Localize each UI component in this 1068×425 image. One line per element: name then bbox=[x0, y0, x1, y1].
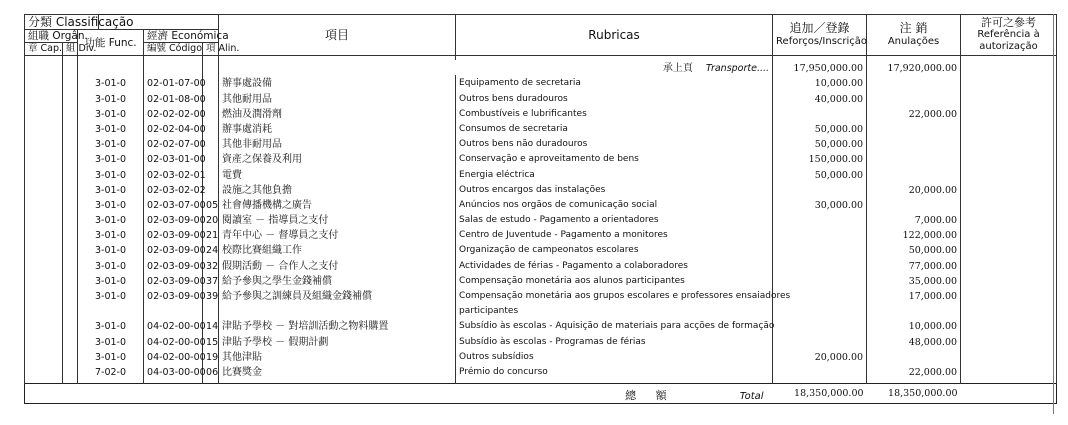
referencia-cell bbox=[961, 288, 1057, 303]
anulacoes-value: 7,000.00 bbox=[867, 212, 961, 227]
economic-code: 02-03-09-00 bbox=[144, 288, 203, 303]
item-zh: 資產之保養及利用 bbox=[219, 151, 456, 166]
anulacoes-value bbox=[867, 90, 961, 105]
economic-code: 02-03-09-00 bbox=[144, 212, 203, 227]
alinea-code: 05 bbox=[203, 197, 219, 212]
cap-cell bbox=[25, 318, 63, 333]
anulacoes-value: 77,000.00 bbox=[867, 257, 961, 272]
alin-header: 項 Alin. bbox=[203, 43, 219, 56]
div-cell bbox=[63, 151, 78, 166]
rubrica-pt: Prémio do concurso bbox=[456, 364, 773, 379]
reforcos-value bbox=[773, 242, 867, 257]
anulacoes-zh: 注 銷 bbox=[899, 21, 928, 35]
funcional-code: 3-01-0 bbox=[78, 273, 144, 288]
alinea-code: 32 bbox=[203, 257, 219, 272]
reforcos-header bbox=[773, 15, 867, 56]
item-zh: 燃油及潤滑劑 bbox=[219, 106, 456, 121]
funcional-code: 3-01-0 bbox=[78, 333, 144, 348]
funcional-code: 3-01-0 bbox=[78, 166, 144, 181]
item-zh bbox=[219, 303, 456, 318]
total-reforcos: 18,350,000.00 bbox=[773, 383, 867, 403]
cap-cell bbox=[25, 273, 63, 288]
cap-cell bbox=[25, 90, 63, 105]
anulacoes-value: 20,000.00 bbox=[867, 182, 961, 197]
table-row bbox=[25, 90, 1057, 105]
rubrica-pt: Energia eléctrica bbox=[456, 166, 773, 181]
funcional-code: 3-01-0 bbox=[78, 227, 144, 242]
economic-code: 02-02-02-00 bbox=[144, 106, 203, 121]
alinea-code: 14 bbox=[203, 318, 219, 333]
referencia-cell bbox=[961, 136, 1057, 151]
reforcos-value bbox=[773, 273, 867, 288]
economic-code bbox=[144, 303, 203, 318]
alinea-code: 20 bbox=[203, 212, 219, 227]
table-row bbox=[25, 349, 1057, 364]
economic-code: 04-02-00-00 bbox=[144, 349, 203, 364]
rubrica-pt: Equipamento de secretaria bbox=[456, 75, 773, 90]
item-zh: 津貼予學校 － 對培訓活動之物料購置 bbox=[219, 318, 456, 333]
funcional-code: 3-01-0 bbox=[78, 242, 144, 257]
economic-code: 02-03-09-00 bbox=[144, 227, 203, 242]
classification-header: 分類 Classificação bbox=[25, 15, 99, 30]
funcional-code: 3-01-0 bbox=[78, 318, 144, 333]
reforcos-value: 20,000.00 bbox=[773, 349, 867, 364]
anulacoes-header bbox=[867, 15, 961, 56]
referencia-cell bbox=[961, 121, 1057, 136]
reforcos-value: 150,000.00 bbox=[773, 151, 867, 166]
rubrica-pt: Consumos de secretaria bbox=[456, 121, 773, 136]
reforcos-value: 30,000.00 bbox=[773, 197, 867, 212]
alinea-code: 06 bbox=[203, 364, 219, 379]
economic-code: 04-02-00-00 bbox=[144, 333, 203, 348]
carry-reforcos: 17,950,000.00 bbox=[773, 60, 867, 75]
rubrica-pt: Outros encargos das instalações bbox=[456, 182, 773, 197]
anulacoes-value bbox=[867, 151, 961, 166]
referencia-cell bbox=[961, 75, 1057, 90]
div-cell bbox=[63, 121, 78, 136]
div-cell bbox=[63, 182, 78, 197]
cap-cell bbox=[25, 151, 63, 166]
referencia-cell bbox=[961, 197, 1057, 212]
reforcos-value bbox=[773, 364, 867, 379]
div-cell bbox=[63, 212, 78, 227]
item-zh: 其他非耐用品 bbox=[219, 136, 456, 151]
referencia-header bbox=[961, 15, 1057, 56]
div-cell bbox=[63, 364, 78, 379]
reforcos-value bbox=[773, 212, 867, 227]
anulacoes-value: 35,000.00 bbox=[867, 273, 961, 288]
cap-cell bbox=[25, 333, 63, 348]
economic-code: 02-02-07-00 bbox=[144, 136, 203, 151]
rubrica-pt: participantes bbox=[456, 303, 773, 318]
cap-cell bbox=[25, 349, 63, 364]
table-row bbox=[25, 166, 1057, 181]
referencia-cell bbox=[961, 257, 1057, 272]
funcional-code: 3-01-0 bbox=[78, 257, 144, 272]
total-row bbox=[25, 383, 1057, 403]
total-label-zh: 總 額 bbox=[625, 388, 675, 402]
economic-code: 04-03-00-00 bbox=[144, 364, 203, 379]
economic-code: 02-03-09-00 bbox=[144, 273, 203, 288]
referencia-cell bbox=[961, 318, 1057, 333]
cap-cell bbox=[25, 212, 63, 227]
rubrica-pt: Outros subsídios bbox=[456, 349, 773, 364]
economic-code: 04-02-00-00 bbox=[144, 318, 203, 333]
div-cell bbox=[63, 197, 78, 212]
reforcos-value bbox=[773, 303, 867, 318]
funcional-code: 3-01-0 bbox=[78, 349, 144, 364]
div-cell bbox=[63, 242, 78, 257]
cap-cell bbox=[25, 136, 63, 151]
total-label-pt: Total bbox=[739, 390, 764, 402]
anulacoes-value: 48,000.00 bbox=[867, 333, 961, 348]
rubrica-pt: Compensação monetária aos alunos participantes bbox=[456, 273, 773, 288]
reforcos-value bbox=[773, 106, 867, 121]
anulacoes-pt: Anulações bbox=[887, 36, 940, 47]
anulacoes-value: 22,000.00 bbox=[867, 364, 961, 379]
anulacoes-value: 17,000.00 bbox=[867, 288, 961, 303]
funcional-code bbox=[78, 303, 144, 318]
div-cell bbox=[63, 349, 78, 364]
alinea-code: 19 bbox=[203, 349, 219, 364]
item-zh: 其他耐用品 bbox=[219, 90, 456, 105]
cap-cell bbox=[25, 106, 63, 121]
reforcos-value bbox=[773, 333, 867, 348]
rubrica-pt: Organização de campeonatos escolares bbox=[456, 242, 773, 257]
item-zh: 假期活動 － 合作人之支付 bbox=[219, 257, 456, 272]
table-row bbox=[25, 182, 1057, 197]
alinea-code: 15 bbox=[203, 333, 219, 348]
reforcos-value bbox=[773, 318, 867, 333]
reforcos-value: 50,000.00 bbox=[773, 121, 867, 136]
cap-cell bbox=[25, 166, 63, 181]
codigo-header: 編號 Código bbox=[144, 43, 203, 56]
funcional-code: 3-01-0 bbox=[78, 136, 144, 151]
anulacoes-value: 50,000.00 bbox=[867, 242, 961, 257]
carry-anulacoes: 17,920,000.00 bbox=[867, 60, 961, 75]
table-row bbox=[25, 242, 1057, 257]
page-edge-rule bbox=[1053, 14, 1054, 414]
div-cell bbox=[63, 303, 78, 318]
cap-cell bbox=[25, 75, 63, 90]
referencia-cell bbox=[961, 166, 1057, 181]
economic-code: 02-03-07-00 bbox=[144, 197, 203, 212]
item-zh: 給予參與之學生金錢補償 bbox=[219, 273, 456, 288]
referencia-cell bbox=[961, 303, 1057, 318]
economic-code: 02-03-09-00 bbox=[144, 242, 203, 257]
div-cell bbox=[63, 106, 78, 121]
div-cell bbox=[63, 136, 78, 151]
div-cell bbox=[63, 75, 78, 90]
reforcos-pt: Reforços/Inscrição bbox=[776, 36, 868, 47]
funcional-code: 3-01-0 bbox=[78, 75, 144, 90]
reforcos-value: 50,000.00 bbox=[773, 136, 867, 151]
cap-header: 章 Cap. bbox=[25, 43, 63, 56]
reforcos-value bbox=[773, 227, 867, 242]
funcional-header: 功能 Func. bbox=[78, 30, 144, 56]
item-zh: 給予參與之訓練員及組織金錢補償 bbox=[219, 288, 456, 303]
funcional-code: 3-01-0 bbox=[78, 288, 144, 303]
cap-cell bbox=[25, 242, 63, 257]
funcional-code: 3-01-0 bbox=[78, 90, 144, 105]
div-cell bbox=[63, 318, 78, 333]
alinea-code bbox=[203, 303, 219, 318]
economica-header: 經濟 Económica bbox=[144, 30, 219, 43]
item-zh: 比賽獎金 bbox=[219, 364, 456, 379]
table-row bbox=[25, 364, 1057, 379]
funcional-code: 3-01-0 bbox=[78, 151, 144, 166]
rubrica-pt: Compensação monetária aos grupos escolares e professores ensaiadores bbox=[456, 288, 773, 303]
anulacoes-value: 10,000.00 bbox=[867, 318, 961, 333]
economic-code: 02-03-01-00 bbox=[144, 151, 203, 166]
referencia-pt-line1: Referência à bbox=[977, 29, 1040, 40]
carry-row bbox=[25, 60, 1057, 75]
item-zh: 青年中心 － 督導員之支付 bbox=[219, 227, 456, 242]
table-row bbox=[25, 318, 1057, 333]
anulacoes-value bbox=[867, 75, 961, 90]
carry-label-pt: Transporte.... bbox=[705, 63, 770, 75]
reforcos-value bbox=[773, 257, 867, 272]
div-cell bbox=[63, 227, 78, 242]
item-zh: 其他津貼 bbox=[219, 349, 456, 364]
cap-cell bbox=[25, 364, 63, 379]
funcional-code: 7-02-0 bbox=[78, 364, 144, 379]
budget-table bbox=[24, 14, 1057, 404]
referencia-cell bbox=[961, 212, 1057, 227]
div-cell bbox=[63, 166, 78, 181]
anulacoes-value bbox=[867, 349, 961, 364]
economic-code: 02-01-08-00 bbox=[144, 90, 203, 105]
reforcos-value: 50,000.00 bbox=[773, 166, 867, 181]
rubrica-pt: Centro de Juventude - Pagamento a monitores bbox=[456, 227, 773, 242]
div-cell bbox=[63, 90, 78, 105]
referencia-cell bbox=[961, 349, 1057, 364]
table-row bbox=[25, 303, 1057, 318]
referencia-cell bbox=[961, 151, 1057, 166]
organ-header: 組職 Orgân. bbox=[25, 30, 78, 43]
table-row bbox=[25, 288, 1057, 303]
table-row bbox=[25, 106, 1057, 121]
anulacoes-value bbox=[867, 121, 961, 136]
anulacoes-value bbox=[867, 303, 961, 318]
economic-code: 02-01-07-00 bbox=[144, 75, 203, 90]
budget-body bbox=[25, 56, 1057, 384]
alinea-code: 37 bbox=[203, 273, 219, 288]
funcional-code: 3-01-0 bbox=[78, 121, 144, 136]
div-cell bbox=[63, 288, 78, 303]
table-row bbox=[25, 197, 1057, 212]
economic-code: 02-02-04-00 bbox=[144, 121, 203, 136]
referencia-zh: 許可之參考 bbox=[981, 16, 1037, 29]
referencia-cell bbox=[961, 242, 1057, 257]
item-zh: 校際比賽組織工作 bbox=[219, 242, 456, 257]
item-zh: 閱讀室 － 指導員之支付 bbox=[219, 212, 456, 227]
anulacoes-value bbox=[867, 166, 961, 181]
cap-cell bbox=[25, 227, 63, 242]
table-row bbox=[25, 227, 1057, 242]
reforcos-zh: 追加／登錄 bbox=[789, 21, 850, 35]
items-zh-header: 項目 bbox=[219, 15, 456, 56]
economic-code: 02-03-09-00 bbox=[144, 257, 203, 272]
div-cell bbox=[63, 257, 78, 272]
referencia-pt-line2: autorização bbox=[979, 41, 1038, 52]
rubrica-pt: Subsídio às escolas - Programas de férias bbox=[456, 333, 773, 348]
div-header: 組 Div. bbox=[63, 43, 78, 56]
table-row bbox=[25, 333, 1057, 348]
referencia-cell bbox=[961, 227, 1057, 242]
table-row bbox=[25, 121, 1057, 136]
table-row bbox=[25, 136, 1057, 151]
table-row bbox=[25, 151, 1057, 166]
rubrica-pt: Subsídio às escolas - Aquisição de materiais para acções de formação bbox=[456, 318, 773, 333]
rubricas-header: Rubricas bbox=[456, 15, 773, 56]
cap-cell bbox=[25, 303, 63, 318]
rubrica-pt: Salas de estudo - Pagamento a orientadores bbox=[456, 212, 773, 227]
reforcos-value bbox=[773, 182, 867, 197]
reforcos-value: 10,000.00 bbox=[773, 75, 867, 90]
economic-code: 02-03-02-01 bbox=[144, 166, 203, 181]
item-zh: 辦事處設備 bbox=[219, 75, 456, 90]
funcional-code: 3-01-0 bbox=[78, 212, 144, 227]
rubrica-pt: Outros bens não duradouros bbox=[456, 136, 773, 151]
total-label bbox=[456, 383, 773, 403]
reforcos-value: 40,000.00 bbox=[773, 90, 867, 105]
rubrica-pt: Outros bens duradouros bbox=[456, 90, 773, 105]
referencia-cell bbox=[961, 273, 1057, 288]
alinea-code: 24 bbox=[203, 242, 219, 257]
rubrica-pt: Actividades de férias - Pagamento a colaboradores bbox=[456, 257, 773, 272]
cap-cell bbox=[25, 257, 63, 272]
referencia-cell bbox=[961, 90, 1057, 105]
cap-cell bbox=[25, 182, 63, 197]
anulacoes-value: 122,000.00 bbox=[867, 227, 961, 242]
alinea-code: 21 bbox=[203, 227, 219, 242]
funcional-code: 3-01-0 bbox=[78, 182, 144, 197]
table-row bbox=[25, 75, 1057, 90]
table-row bbox=[25, 212, 1057, 227]
item-zh: 社會傳播機構之廣告 bbox=[219, 197, 456, 212]
rubrica-pt: Anúncios nos orgãos de comunicação social bbox=[456, 197, 773, 212]
economic-code: 02-03-02-02 bbox=[144, 182, 203, 197]
anulacoes-value bbox=[867, 136, 961, 151]
item-zh: 津貼予學校 － 假期計劃 bbox=[219, 333, 456, 348]
total-anulacoes: 18,350,000.00 bbox=[867, 383, 961, 403]
carry-label-zh: 承上頁 bbox=[662, 63, 693, 75]
carry-label bbox=[219, 60, 773, 75]
cap-cell bbox=[25, 121, 63, 136]
funcional-code: 3-01-0 bbox=[78, 197, 144, 212]
div-cell bbox=[63, 333, 78, 348]
funcional-code: 3-01-0 bbox=[78, 106, 144, 121]
table-row bbox=[25, 257, 1057, 272]
referencia-cell bbox=[961, 364, 1057, 379]
referencia-cell bbox=[961, 333, 1057, 348]
cap-cell bbox=[25, 288, 63, 303]
alinea-code: 39 bbox=[203, 288, 219, 303]
rubrica-pt: Combustíveis e lubrificantes bbox=[456, 106, 773, 121]
item-zh: 設施之其他負擔 bbox=[219, 182, 456, 197]
anulacoes-value bbox=[867, 197, 961, 212]
referencia-cell bbox=[961, 106, 1057, 121]
cap-cell bbox=[25, 197, 63, 212]
item-zh: 電費 bbox=[219, 166, 456, 181]
anulacoes-value: 22,000.00 bbox=[867, 106, 961, 121]
item-zh: 辦事處消耗 bbox=[219, 121, 456, 136]
rubrica-pt: Conservação e aproveitamento de bens bbox=[456, 151, 773, 166]
table-row bbox=[25, 273, 1057, 288]
div-cell bbox=[63, 273, 78, 288]
referencia-cell bbox=[961, 182, 1057, 197]
